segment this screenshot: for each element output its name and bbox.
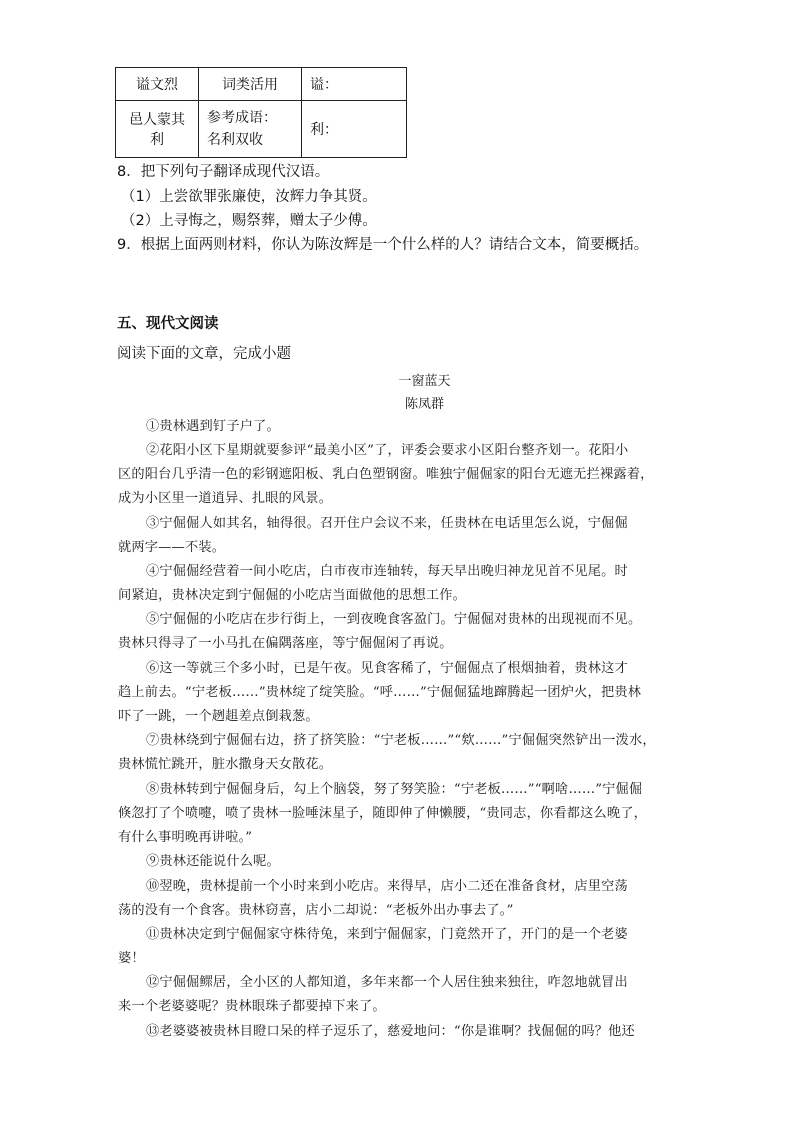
table-row <box>116 68 407 101</box>
article-line: 贵林只得寻了一小马扎在偏隅落座，等宁倔倔闲了再说。 <box>118 636 453 651</box>
question-9: 9．根据上面两则材料，你认为陈汝辉是一个什么样的人？请结合文本，简要概括。 <box>117 237 649 253</box>
article-line: 有什么事明晚再讲啦。” <box>118 830 253 845</box>
section-heading: 五、现代文阅读 <box>117 316 219 332</box>
article-line: ⑪贵林决定到宁倔倔家守株待兔，来到宁倔倔家，门竟然开了，开门的是一个老婆 <box>146 927 628 942</box>
article-line: 趋上前去。“宁老板……”贵林绽了绽笑脸。“呼……”宁倔倔猛地蹿腾起一团炉火，把贵林 <box>118 685 642 700</box>
article-line: 吓了一跳，一个趔趄差点倒栽葱。 <box>118 709 319 724</box>
article-line: 间紧迫，贵林决定到宁倔倔的小吃店当面做他的思想工作。 <box>118 588 467 603</box>
article-line: ⑫宁倔倔鳏居，全小区的人都知道，多年来都一个人居住独来独往，咋忽地就冒出 <box>146 975 628 990</box>
table-cell: 词类活用 <box>199 68 302 101</box>
article-line: ⑬老婆婆被贵林目瞪口呆的样子逗乐了，慈爱地问：“你是谁啊？找倔倔的吗？他还 <box>146 1024 635 1039</box>
article-line: ⑥这一等就三个多小时，已是午夜。见食客稀了，宁倔倔点了根烟抽着，贵林这才 <box>146 661 628 676</box>
article-line: 倏忽打了个喷嚏，喷了贵林一脸唾沫星子，随即伸了伸懒腰，“贵同志，你看都这么晚了， <box>118 806 648 821</box>
article-line: ④宁倔倔经营着一间小吃店，白市夜市连轴转，每天早出晚归神龙见首不见尾。时 <box>146 564 628 579</box>
article-line: 婆！ <box>118 951 145 966</box>
question-8-1: （1）上尝欲罪张廉使，汝辉力争其贤。 <box>121 189 377 205</box>
article-author: 陈凤群 <box>404 397 444 412</box>
table-cell <box>199 101 302 158</box>
table-cell: 谥文烈 <box>116 68 199 101</box>
table-cell: 邑人蒙其利 <box>116 101 199 158</box>
article-line: 成为小区里一道逍异、扎眼的风景。 <box>118 491 333 506</box>
article-line: ⑤宁倔倔的小吃店在步行街上，一到夜晚食客盈门。宁倔倔对贵林的出现视而不见。 <box>146 612 642 627</box>
article-line: 贵林慌忙跳开，脏水撒身天女散花。 <box>118 757 333 772</box>
table-cell: 谥： <box>302 68 407 101</box>
article-title: 一窗蓝天 <box>398 374 451 389</box>
article-line: 来一个老婆婆呢？贵林眼珠子都要掉下来了。 <box>118 999 386 1014</box>
table-cell-line: 名利双收 <box>207 132 263 148</box>
vocab-table <box>115 67 407 158</box>
article-line: ⑧贵林转到宁倔倔身后，勾上个脑袋，努了努笑脸：“宁老板……”“啊啥……”宁倔倔 <box>146 782 643 797</box>
section-instruction: 阅读下面的文章，完成小题 <box>117 346 291 362</box>
article-line: ②花阳小区下星期就要参评“最美小区”了，评委会要求小区阳台整齐划一。花阳小 <box>146 443 629 458</box>
article-line: ⑨贵林还能说什么呢。 <box>146 854 280 869</box>
question-8: 8．把下列句子翻译成现代汉语。 <box>117 164 330 180</box>
article-line: ①贵林遇到钉子户了。 <box>146 419 280 434</box>
table-cell-line: 参考成语： <box>207 110 277 126</box>
table-row <box>116 101 407 158</box>
article-line: 区的阳台几乎清一色的彩钢遮阳板、乳白色塑钢窗。唯独宁倔倔家的阳台无遮无拦裸露着， <box>118 467 654 482</box>
table-cell: 利： <box>302 101 407 158</box>
article-line: ⑩翌晚，贵林提前一个小时来到小吃店。来得早，店小二还在准备食材，店里空荡 <box>146 879 628 894</box>
article-line: 就两字——不装。 <box>118 540 226 555</box>
article-line: 荡的没有一个食客。贵林窃喜，店小二却说：“老板外出办事去了。” <box>118 903 514 918</box>
article-line: ⑦贵林绕到宁倔倔右边，挤了挤笑脸：“宁老板……”“欸……”宁倔倔突然铲出一泼水， <box>146 733 656 748</box>
article-line: ③宁倔倔人如其名，轴得很。召开住户会议不来，任贵林在电话里怎么说，宁倔倔 <box>146 516 628 531</box>
question-8-2: （2）上寻悔之，赐祭葬，赠太子少傅。 <box>121 213 377 229</box>
